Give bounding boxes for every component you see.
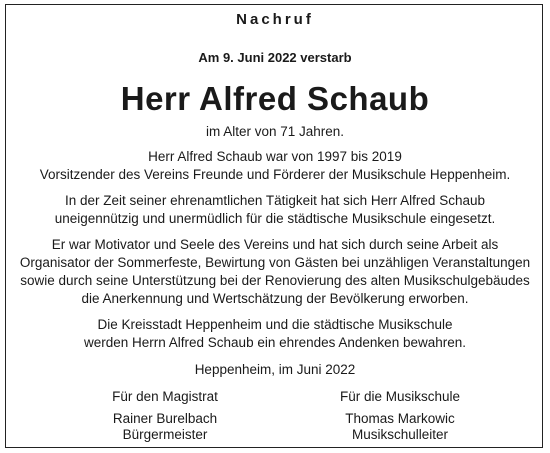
signatory-role: Bürgermeister [122,427,208,442]
paragraph-2-line-2: uneigennützig und unermüdlich für die städtische Musikschule eingesetzt. [54,211,496,226]
age-line: im Alter von 71 Jahren. [205,124,345,139]
place-date: Heppenheim, im Juni 2022 [194,362,356,377]
signature-on-behalf: Für die Musikschule [339,389,461,404]
obituary-heading: Nachruf [236,11,314,28]
paragraph-3-line-2: Organisator der Sommerfeste, Bewirtung von Gästen bei unzähligen Veranstaltungen [19,255,531,270]
signature-on-behalf: Für den Magistrat [112,389,218,404]
signatory-role: Musikschulleiter [351,427,449,442]
signatory-name: Rainer Burelbach [112,411,218,426]
paragraph-3-line-3: sowie durch seine Unterstützung bei der Renovierung des alten Musikschulgebäudes [20,273,530,288]
deceased-name: Herr Alfred Schaub [120,80,430,117]
signature-block-magistrat [65,389,265,443]
paragraph-3-line-4: die Anerkennung und Wertschätzung der Bevölkerung erworben. [81,291,469,306]
signatory-name: Thomas Markowic [345,411,455,426]
paragraph-1-line-2: Vorsitzender des Vereins Freunde und Förderer der Musikschule Heppenheim. [39,167,511,182]
paragraph-3-line-1: Er war Motivator und Seele des Vereins und hat sich durch seine Arbeit als [51,237,499,252]
signature-block-musikschule [300,389,500,443]
paragraph-1-line-1: Herr Alfred Schaub war von 1997 bis 2019 [148,149,402,164]
death-date-line: Am 9. Juni 2022 verstarb [198,50,352,65]
paragraph-4-line-2: werden Herrn Alfred Schaub ein ehrendes Andenken bewahren. [83,335,466,350]
paragraph-2-line-1: In der Zeit seiner ehrenamtlichen Tätigkeit hat sich Herr Alfred Schaub [65,193,485,208]
paragraph-4-line-1: Die Kreisstadt Heppenheim und die städtische Musikschule [97,317,453,332]
